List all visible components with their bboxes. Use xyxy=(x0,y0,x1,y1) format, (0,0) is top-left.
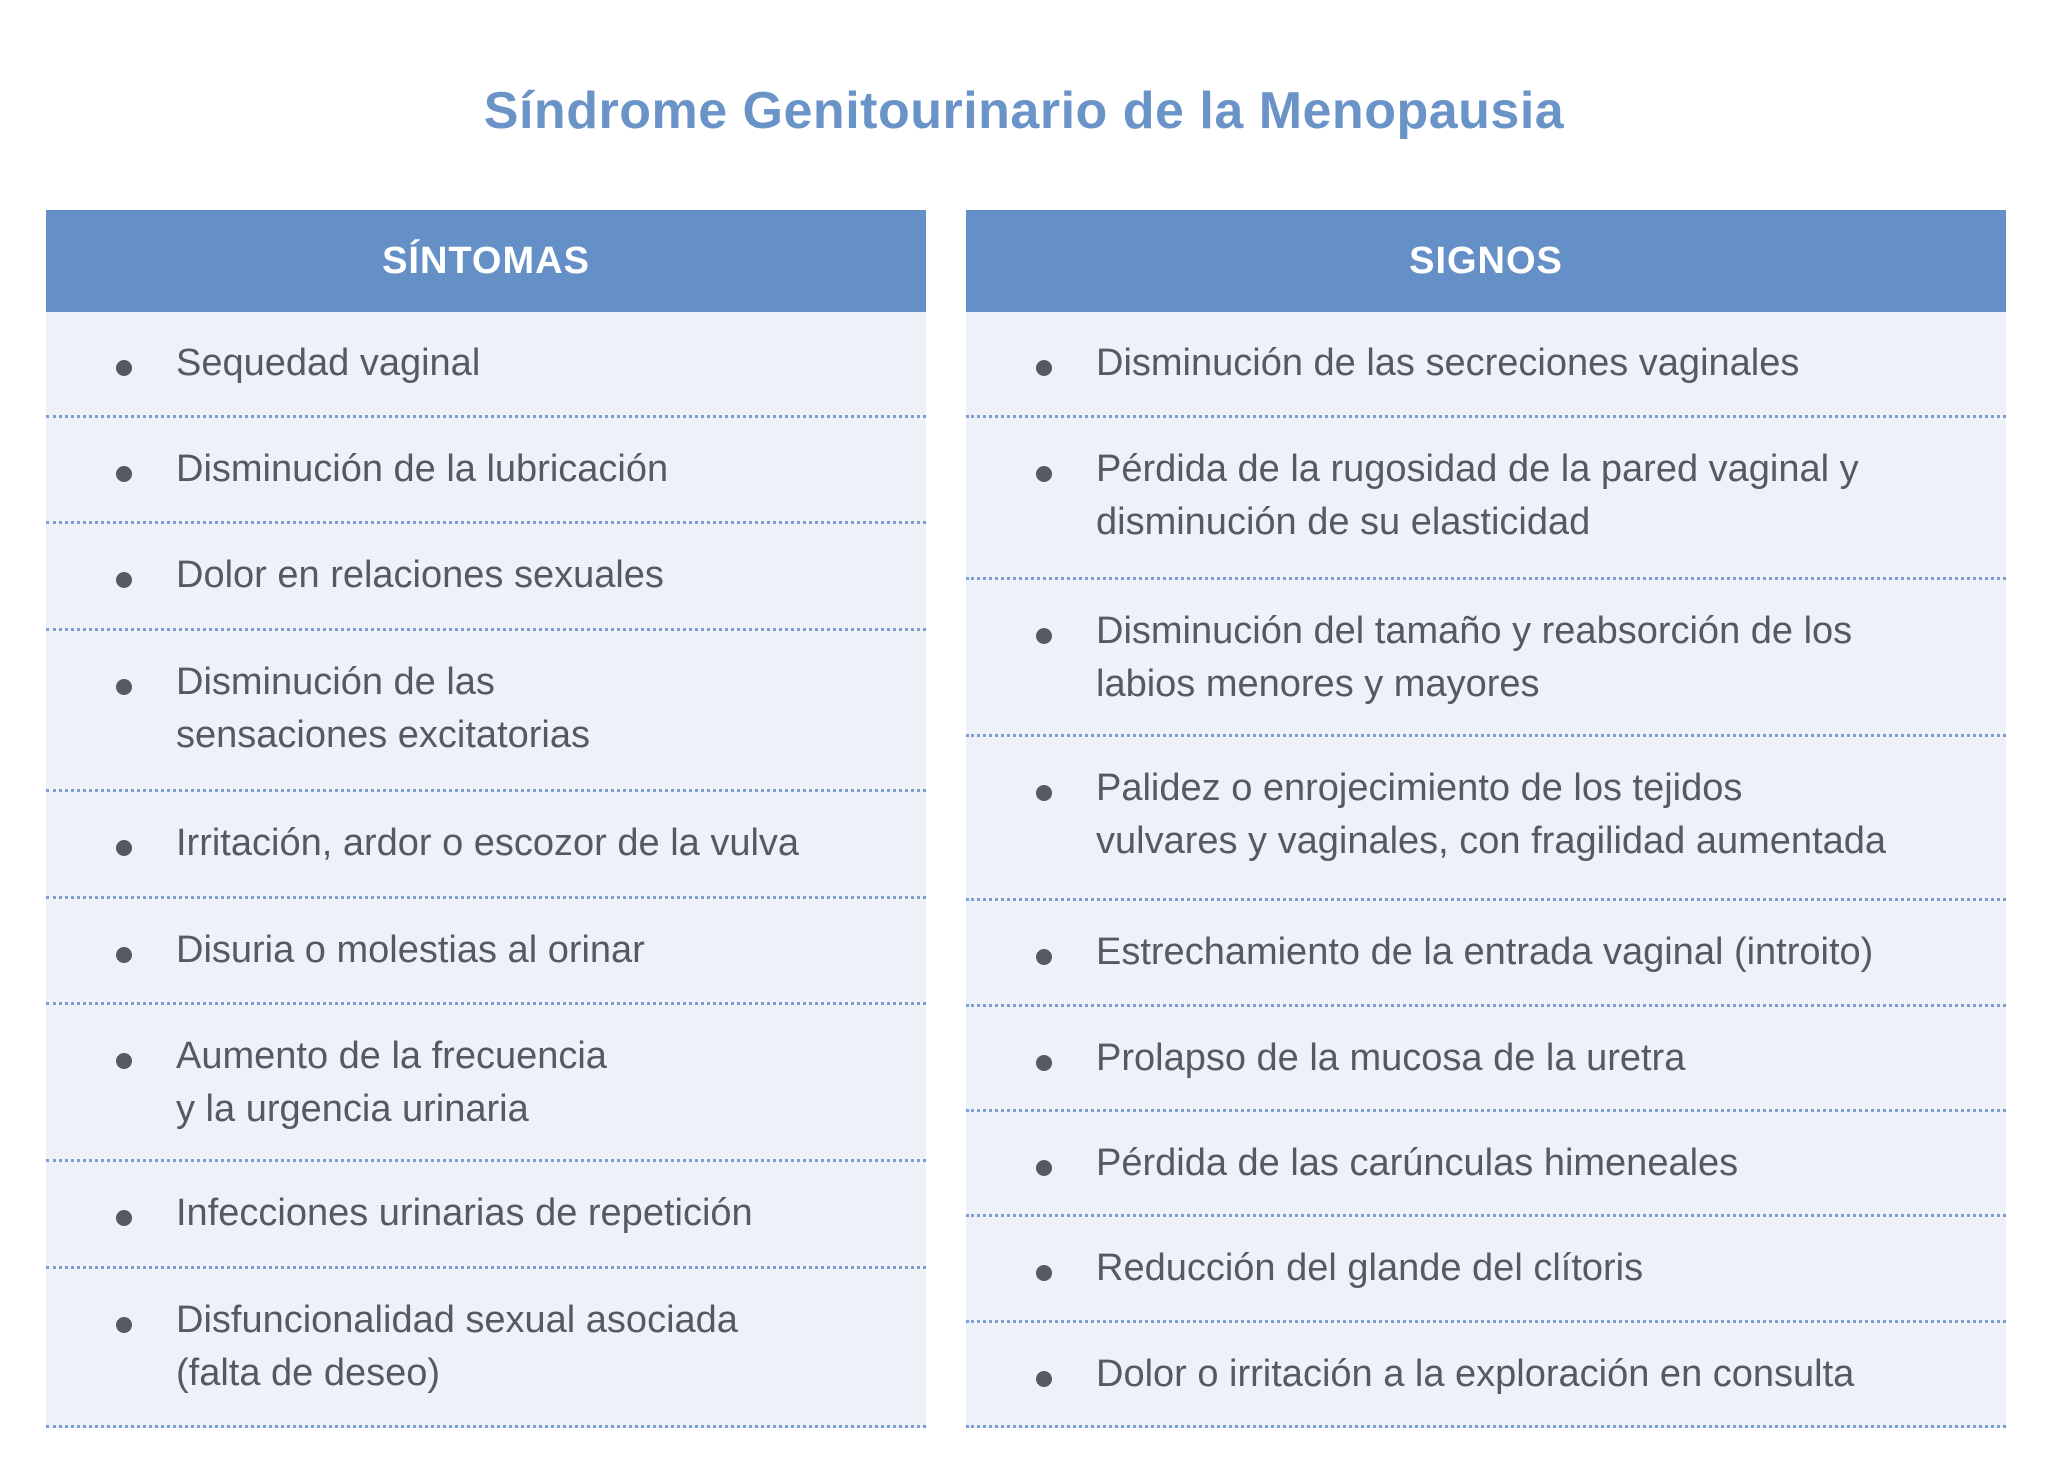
list-item-text: Estrechamiento de la entrada vaginal (introito) xyxy=(1096,931,1874,973)
list-item-text: Disuria o molestias al orinar xyxy=(176,929,645,971)
bullet-icon xyxy=(1036,360,1052,376)
list-item-text: Irritación, ardor o escozor de la vulva xyxy=(176,822,800,864)
bullet-icon xyxy=(1036,1371,1052,1387)
bullet-icon xyxy=(1036,1160,1052,1176)
list-item xyxy=(966,901,2006,1007)
bullet-icon xyxy=(1036,949,1052,965)
bullet-icon xyxy=(116,1053,132,1069)
list-item-text: Disminución de las secreciones vaginales xyxy=(1096,342,1800,384)
list-item xyxy=(46,1269,926,1428)
bullet-icon xyxy=(1036,1055,1052,1071)
list-item-text: Dolor o irritación a la exploración en consulta xyxy=(1096,1353,1855,1395)
list-item xyxy=(46,524,926,631)
sintomas-header: SÍNTOMAS xyxy=(46,210,926,312)
list-item-text: Disminución del tamaño y reabsorción de los labios menores y mayores xyxy=(1096,610,1853,705)
sintomas-panel xyxy=(46,210,926,1428)
bullet-icon xyxy=(116,1317,132,1333)
list-item xyxy=(966,1217,2006,1323)
list-item xyxy=(46,792,926,899)
list-item xyxy=(966,312,2006,418)
list-item xyxy=(966,418,2006,580)
signos-panel xyxy=(966,210,2006,1428)
list-item xyxy=(46,418,926,524)
bullet-icon xyxy=(116,466,132,482)
list-item xyxy=(966,580,2006,737)
page-title: Síndrome Genitourinario de la Menopausia xyxy=(483,82,1565,140)
bullet-icon xyxy=(1036,466,1052,482)
list-item xyxy=(966,737,2006,901)
list-item-text: Pérdida de la rugosidad de la pared vaginal y disminución de su elasticidad xyxy=(1096,448,1859,543)
list-item xyxy=(46,1162,926,1269)
bullet-icon xyxy=(1036,1265,1052,1281)
list-item-text: Infecciones urinarias de repetición xyxy=(176,1192,753,1234)
bullet-icon xyxy=(116,840,132,856)
list-item xyxy=(966,1323,2006,1428)
bullet-icon xyxy=(116,1210,132,1226)
list-item-text: Prolapso de la mucosa de la uretra xyxy=(1096,1037,1686,1079)
list-item-text: Disminución de la lubricación xyxy=(176,448,669,490)
list-item-text: Disfuncionalidad sexual asociada (falta de deseo) xyxy=(176,1299,738,1394)
list-item xyxy=(966,1007,2006,1112)
list-item-text: Sequedad vaginal xyxy=(176,342,481,384)
list-item xyxy=(966,1112,2006,1217)
bullet-icon xyxy=(116,679,132,695)
list-item-text: Pérdida de las carúnculas himeneales xyxy=(1096,1142,1739,1184)
list-item-text: Dolor en relaciones sexuales xyxy=(176,554,664,596)
list-item xyxy=(46,312,926,418)
bullet-icon xyxy=(116,947,132,963)
list-item xyxy=(46,899,926,1005)
list-item-text: Aumento de la frecuencia y la urgencia urinaria xyxy=(176,1035,607,1130)
list-item-text: Reducción del glande del clítoris xyxy=(1096,1247,1644,1289)
signos-header: SIGNOS xyxy=(966,210,2006,312)
list-item-text: Palidez o enrojecimiento de los tejidos vulvares y vaginales, con fragilidad aumentada xyxy=(1096,767,1887,862)
list-item xyxy=(46,631,926,792)
bullet-icon xyxy=(1036,628,1052,644)
list-item-text: Disminución de las sensaciones excitatorias xyxy=(176,661,590,756)
bullet-icon xyxy=(116,360,132,376)
bullet-icon xyxy=(116,572,132,588)
bullet-icon xyxy=(1036,785,1052,801)
list-item xyxy=(46,1005,926,1162)
